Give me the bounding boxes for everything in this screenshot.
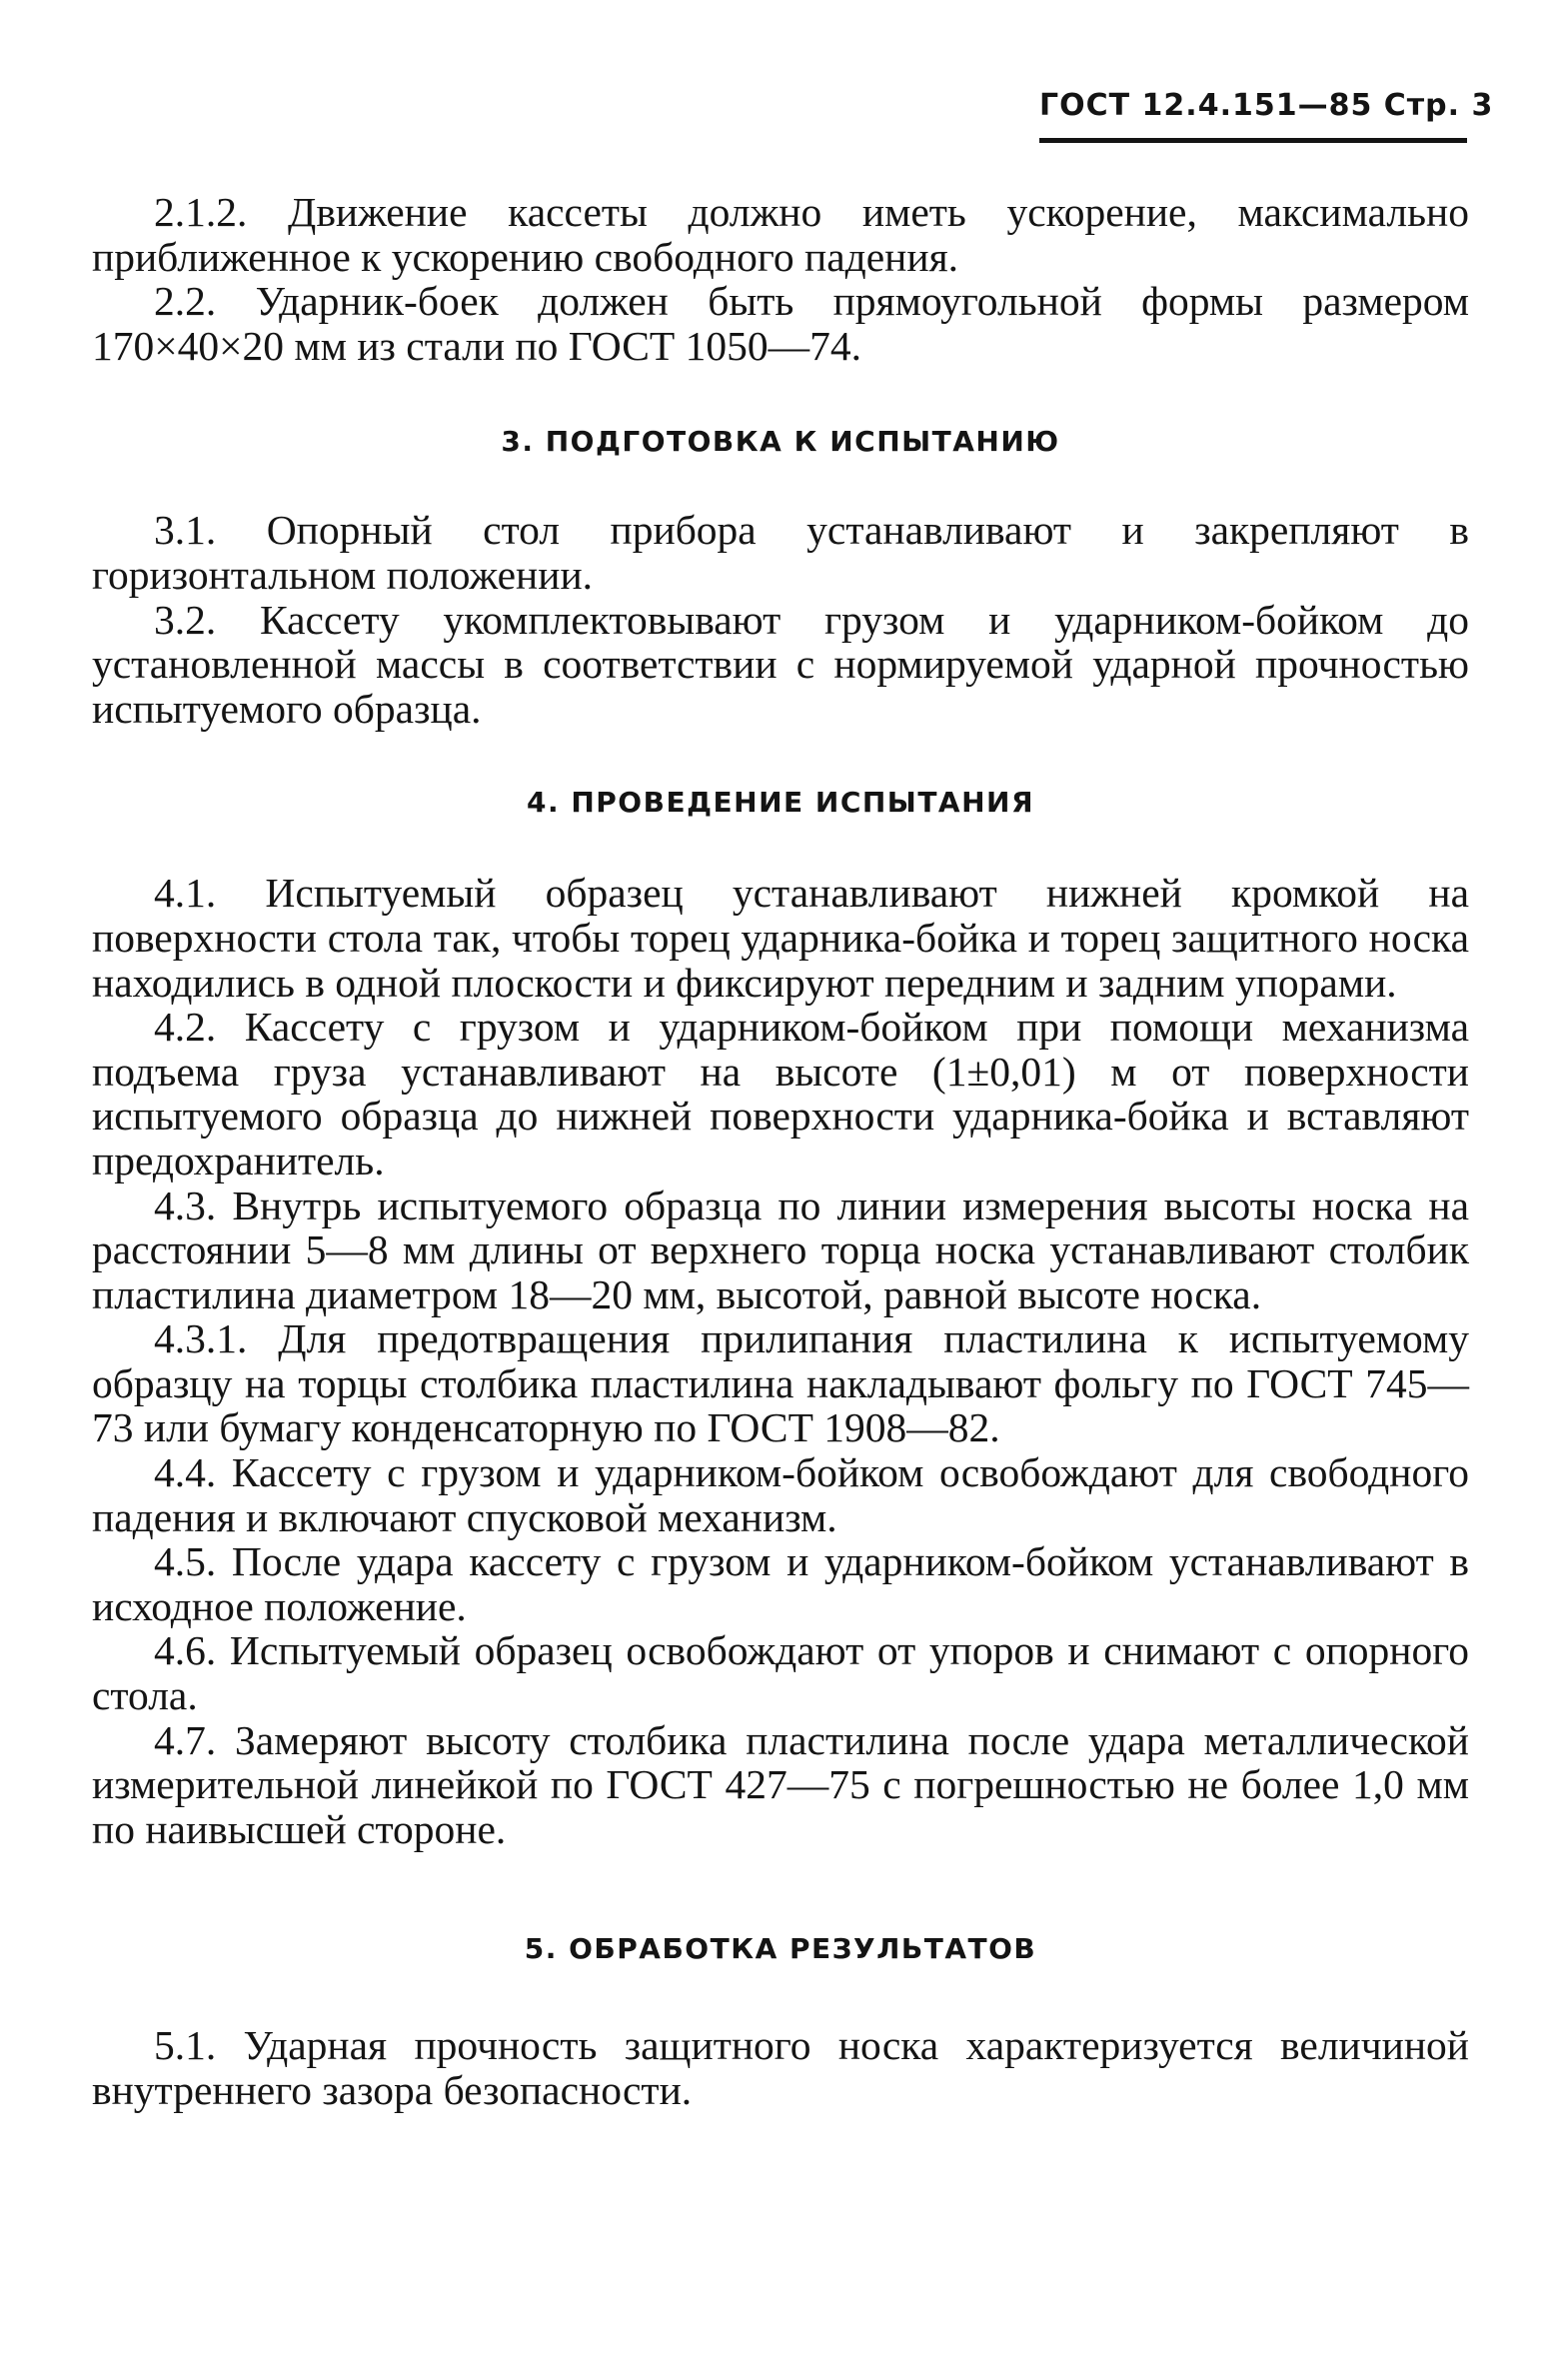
paragraph-4-1: 4.1. Испытуемый образец устанавливают нижней кромкой на поверхности стола так, чтобы торец ударника-бойка и торец защитного носка находились в одной плоскости и фиксируют передним и задним упорами.: [92, 870, 1469, 1006]
paragraph-4-3-1: 4.3.1. Для предотвращения прилипания пластилина к испытуемому образцу на торцы столбика пластилина накладывают фольгу по ГОСТ 745—73 или бумагу конденсаторную по ГОСТ 1908—82.: [92, 1315, 1469, 1451]
section-5-title: 5. ОБРАБОТКА РЕЗУЛЬТАТОВ: [524, 1932, 1037, 1966]
paragraph-4-5: 4.5. После удара кассету с грузом и ударником-бойком устанавливают в исходное положение.: [92, 1538, 1469, 1629]
paragraph-4-6: 4.6. Испытуемый образец освобождают от упоров и снимают с опорного стола.: [92, 1627, 1469, 1719]
paragraph-5-1: 5.1. Ударная прочность защитного носка характеризуется величиной внутреннего зазора безопасности.: [92, 2022, 1469, 2113]
header-rule: [1039, 138, 1467, 143]
paragraph-3-2: 3.2. Кассету укомплектовывают грузом и ударником-бойком до установленной массы в соответствии с нормируемой ударной прочностью испытуемого образца.: [92, 596, 1469, 732]
document-body: [92, 190, 1469, 2113]
section-4-title: 4. ПРОВЕДЕНИЕ ИСПЫТАНИЯ: [526, 786, 1035, 820]
paragraph-2-1-2: 2.1.2. Движение кассеты должно иметь ускорение, максимально приближенное к ускорению свободного падения.: [92, 189, 1469, 280]
paragraph-4-7: 4.7. Замеряют высоту столбика пластилина после удара металлической измерительной линейкой по ГОСТ 427—75 с погрешностью не более 1,0 мм по наивысшей стороне.: [92, 1716, 1469, 1852]
paragraph-3-1: 3.1. Опорный стол прибора устанавливают и закрепляют в горизонтальном положении.: [92, 507, 1469, 598]
paragraph-4-4: 4.4. Кассету с грузом и ударником-бойком освобождают для свободного падения и включают спусковой механизм.: [92, 1449, 1469, 1540]
paragraph-4-2: 4.2. Кассету с грузом и ударником-бойком при помощи механизма подъема груза устанавливают на высоте (1±0,01) м от поверхности испытуемого образца до нижней поверхности ударника-бойка и вставляют предохранитель.: [92, 1004, 1469, 1183]
paragraph-2-2: 2.2. Ударник-боек должен быть прямоугольной формы размером 170×40×20 мм из стали по ГОСТ 1050—74.: [92, 278, 1469, 369]
page-header: ГОСТ 12.4.151—85 Стр. 3: [1039, 88, 1494, 123]
section-3-title: 3. ПОДГОТОВКА К ИСПЫТАНИЮ: [501, 425, 1060, 459]
paragraph-4-3: 4.3. Внутрь испытуемого образца по линии измерения высоты носка на расстоянии 5—8 мм длины от верхнего торца носка устанавливают столбик пластилина диаметром 18—20 мм, высотой, равной высоте носка.: [92, 1181, 1469, 1317]
